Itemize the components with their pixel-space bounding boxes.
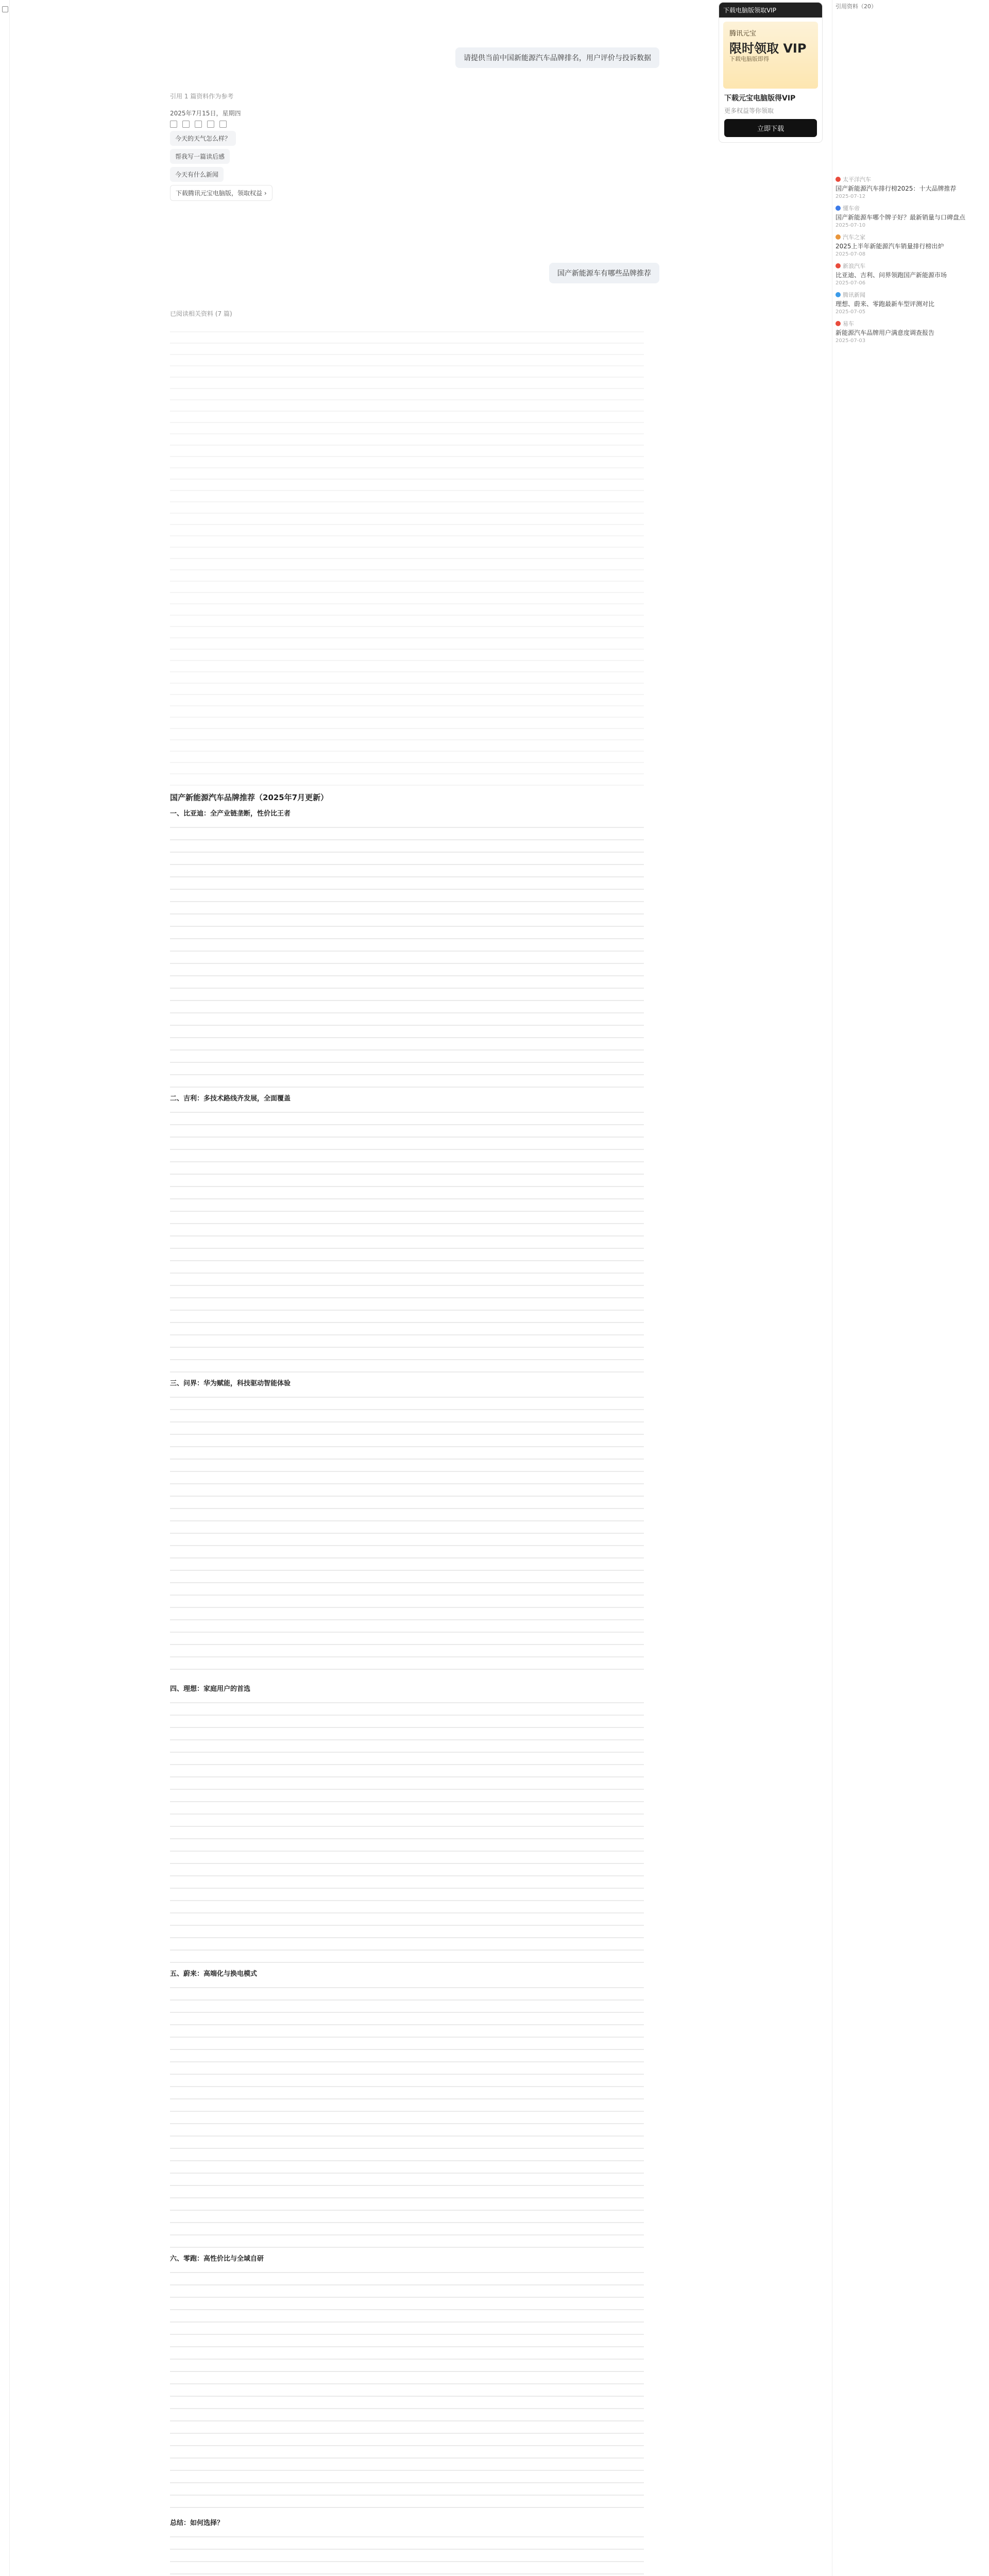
brand-content bbox=[170, 2265, 644, 2512]
promo-card bbox=[719, 2, 823, 143]
user-question-1: 请提供当前中国新能源汽车品牌排名，用户评价与投诉数据 bbox=[455, 47, 659, 68]
news-source: 懂车帝 bbox=[843, 205, 860, 212]
reference-title: 引用资料（20） bbox=[835, 3, 877, 10]
answer-date: 2025年7月15日，星期四 bbox=[170, 110, 241, 117]
promo-card-line: 下载电脑版即得 bbox=[729, 56, 769, 62]
news-title: 国产新能源车哪个牌子好？最新销量与口碑盘点 bbox=[835, 214, 966, 221]
news-source: 汽车之家 bbox=[843, 234, 865, 241]
promo-title: 下载元宝电脑版得VIP bbox=[724, 94, 796, 103]
answer-heading: 国产新能源汽车品牌推荐（2025年7月更新） bbox=[170, 793, 329, 802]
news-source: 新浪汽车 bbox=[843, 263, 865, 269]
news-source: 太平洋汽车 bbox=[843, 176, 871, 183]
promo-banner[interactable] bbox=[723, 22, 818, 89]
brand-heading: 三、问界：华为赋能，科技驱动智能体验 bbox=[170, 1380, 291, 1387]
answer-body bbox=[170, 309, 644, 2576]
brand-heading: 四、理想：家庭用户的首选 bbox=[170, 1685, 251, 1693]
thinking-block bbox=[170, 323, 644, 787]
news-date: 2025-07-08 bbox=[835, 251, 866, 257]
news-item[interactable] bbox=[835, 175, 985, 199]
news-item[interactable] bbox=[835, 291, 985, 314]
news-date: 2025-07-05 bbox=[835, 309, 866, 315]
copy-icon[interactable] bbox=[170, 121, 177, 128]
thumbs-up-icon[interactable] bbox=[207, 121, 214, 128]
source-icon bbox=[835, 234, 841, 240]
thumbs-down-icon[interactable] bbox=[219, 121, 227, 128]
brand-content bbox=[170, 1695, 644, 1963]
source-icon bbox=[835, 206, 841, 211]
reference-panel bbox=[832, 0, 989, 2576]
brand-content bbox=[170, 1105, 644, 1372]
news-date: 2025-07-03 bbox=[835, 338, 866, 344]
brand-content bbox=[170, 820, 644, 1088]
news-date: 2025-07-10 bbox=[835, 223, 866, 228]
answer-actions bbox=[170, 121, 644, 128]
news-item[interactable] bbox=[835, 262, 985, 285]
suggestion-chip[interactable]: 今天有什么新闻 bbox=[170, 167, 224, 182]
user-question-2: 国产新能源车有哪些品牌推荐 bbox=[549, 263, 659, 283]
news-title: 国产新能源汽车排行榜2025：十大品牌推荐 bbox=[835, 185, 957, 192]
suggestion-chip[interactable]: 帮我写一篇读后感 bbox=[170, 149, 230, 164]
promo-header[interactable]: 下载电脑版领取VIP bbox=[719, 3, 822, 18]
brand-content bbox=[170, 1389, 644, 1678]
news-list bbox=[835, 175, 985, 348]
news-item[interactable] bbox=[835, 233, 985, 257]
brand-heading: 六、零跑：高性价比与全域自研 bbox=[170, 2255, 264, 2263]
news-source: 易车 bbox=[843, 320, 854, 327]
brand-heading: 五、蔚来：高端化与换电模式 bbox=[170, 1970, 258, 1978]
news-source: 腾讯新闻 bbox=[843, 292, 865, 298]
promo-card-big: 限时领取 VIP bbox=[729, 41, 807, 56]
brand-heading: 一、比亚迪：全产业链垄断，性价比王者 bbox=[170, 810, 291, 818]
download-hint[interactable]: 下载腾讯元宝电脑版，领取权益 › bbox=[170, 185, 272, 201]
news-title: 比亚迪、吉利、问界领跑国产新能源市场 bbox=[835, 272, 947, 279]
brand-content bbox=[170, 1980, 644, 2248]
brand-heading: 二、吉利：多技术路线齐发展，全面覆盖 bbox=[170, 1095, 291, 1103]
reference-meta[interactable]: 引用 1 篇资料作为参考 bbox=[170, 93, 234, 100]
summary-content bbox=[170, 2529, 644, 2576]
source-icon bbox=[835, 263, 841, 268]
menu-icon[interactable] bbox=[2, 6, 8, 12]
refresh-icon[interactable] bbox=[182, 121, 190, 128]
news-date: 2025-07-12 bbox=[835, 194, 866, 199]
promo-subtitle: 更多权益等你领取 bbox=[724, 107, 774, 114]
news-date: 2025-07-06 bbox=[835, 280, 866, 286]
news-title: 新能源汽车品牌用户满意度调查报告 bbox=[835, 329, 935, 336]
share-icon[interactable] bbox=[195, 121, 202, 128]
source-icon bbox=[835, 177, 841, 182]
reading-meta[interactable]: 已阅读相关资料 (7 篇) bbox=[170, 310, 232, 317]
left-rail bbox=[0, 0, 10, 2576]
promo-card-title: 腾讯元宝 bbox=[729, 30, 757, 38]
news-title: 理想、蔚来、零跑最新车型评测对比 bbox=[835, 300, 935, 308]
download-button[interactable]: 立即下载 bbox=[724, 119, 817, 137]
source-icon bbox=[835, 292, 841, 297]
news-item[interactable] bbox=[835, 204, 985, 228]
suggestion-chip[interactable]: 今天的天气怎么样？ bbox=[170, 131, 236, 146]
news-item[interactable] bbox=[835, 319, 985, 343]
news-title: 2025上半年新能源汽车销量排行榜出炉 bbox=[835, 243, 944, 250]
source-icon bbox=[835, 321, 841, 326]
summary-heading: 总结：如何选择？ bbox=[170, 2519, 224, 2527]
